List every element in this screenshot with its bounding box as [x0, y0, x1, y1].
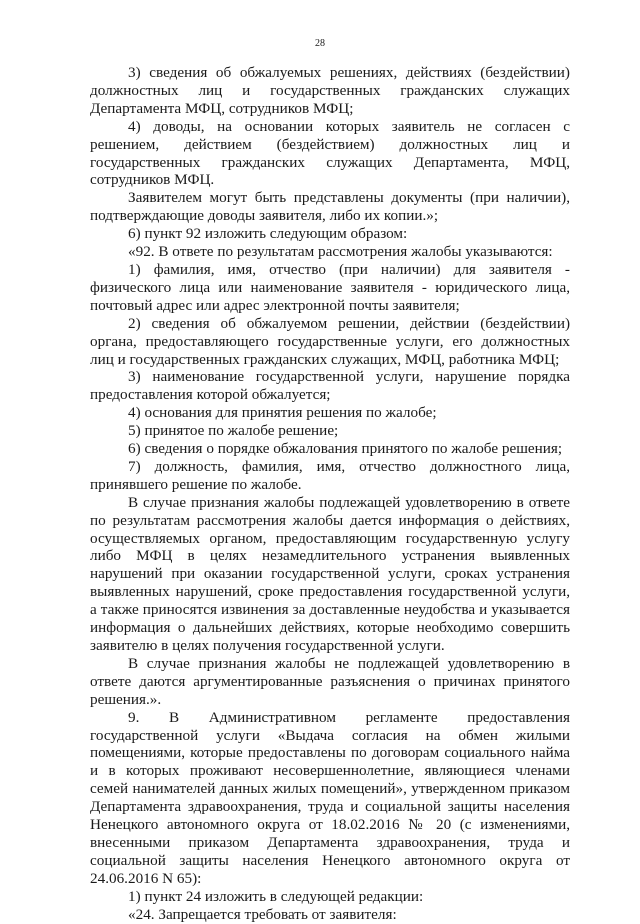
page-number: 28	[315, 38, 325, 49]
paragraph-complaint-satisfied: В случае признания жалобы подлежащей удовлетворению в ответе по результатам рассмотрения жалобы дается информация о действиях, осуществляемых органом, предоставляющим государственную услугу либо МФЦ в целях незамедлительного устранения выявленных нарушений при оказании государственной услуги, сроках устранения выявленных нарушений, сроке предоставления государственной услуги, а также приносятся извинения за доставленные неудобства и указывается информация о дальнейших действиях, которые необходимо совершить заявителю в целях получения государственной услуги.	[90, 493, 570, 654]
paragraph-complaint-rejected: В случае признания жалобы не подлежащей удовлетворению в ответе даются аргументированные разъяснения о причинах принятого решения.».	[90, 654, 570, 708]
paragraph-section-9: 9. В Административном регламенте предоставления государственной услуги «Выдача согласия на обмен жилыми помещениями, которые предоставлены по договорам социального найма и в которых проживают несовершеннолетние, являющиеся членами семей нанимателей данных жилых помещений», утвержденном приказом Департамента здравоохранения, труда и социальной защиты населения Ненецкого автономного округа от 18.02.2016 № 20 (с изменениями, внесенными приказом Департамента здравоохранения, труда и социальной защиты населения Ненецкого автономного округа от 24.06.2016 N 65):	[90, 708, 570, 887]
paragraph-clause-92-item-6: 6) сведения о порядке обжалования принятого по жалобе решения;	[128, 440, 563, 458]
paragraph-clause-92: «92. В ответе по результатам рассмотрения жалобы указываются:	[128, 243, 553, 261]
paragraph-documents-note: Заявителем могут быть представлены документы (при наличии), подтверждающие доводы заявителя, либо их копии.»;	[90, 189, 570, 225]
paragraph-clause-92-item-5: 5) принятое по жалобе решение;	[128, 422, 339, 440]
paragraph-item-4: 4) доводы, на основании которых заявитель не согласен с решением, действием (бездействием) должностных лиц и государственных гражданских служащих Департамента, МФЦ, сотрудников МФЦ.	[90, 117, 570, 189]
document-body	[90, 64, 570, 924]
paragraph-clause-92-item-3: 3) наименование государственной услуги, нарушение порядка предоставления которой обжалуется;	[90, 368, 570, 404]
paragraph-clause-92-item-1: 1) фамилия, имя, отчество (при наличии) для заявителя - физического лица или наименование заявителя - юридического лица, почтовый адрес или адрес электронной почты заявителя;	[90, 260, 570, 314]
paragraph-point-6: 6) пункт 92 изложить следующим образом:	[128, 225, 408, 243]
paragraph-clause-24: «24. Запрещается требовать от заявителя:	[128, 905, 397, 923]
paragraph-clause-92-item-4: 4) основания для принятия решения по жалобе;	[128, 404, 437, 422]
paragraph-point-24: 1) пункт 24 изложить в следующей редакции:	[128, 887, 424, 905]
paragraph-item-3: 3) сведения об обжалуемых решениях, действиях (бездействии) должностных лиц и государственных гражданских служащих Департамента МФЦ, сотрудников МФЦ;	[90, 64, 570, 117]
paragraph-clause-92-item-2: 2) сведения об обжалуемом решении, действии (бездействии) органа, предоставляющего государственные услуги, его должностных лиц и государственных гражданских служащих, МФЦ, работника МФЦ;	[90, 314, 570, 368]
paragraph-clause-92-item-7: 7) должность, фамилия, имя, отчество должностного лица, принявшего решение по жалобе.	[90, 457, 570, 493]
